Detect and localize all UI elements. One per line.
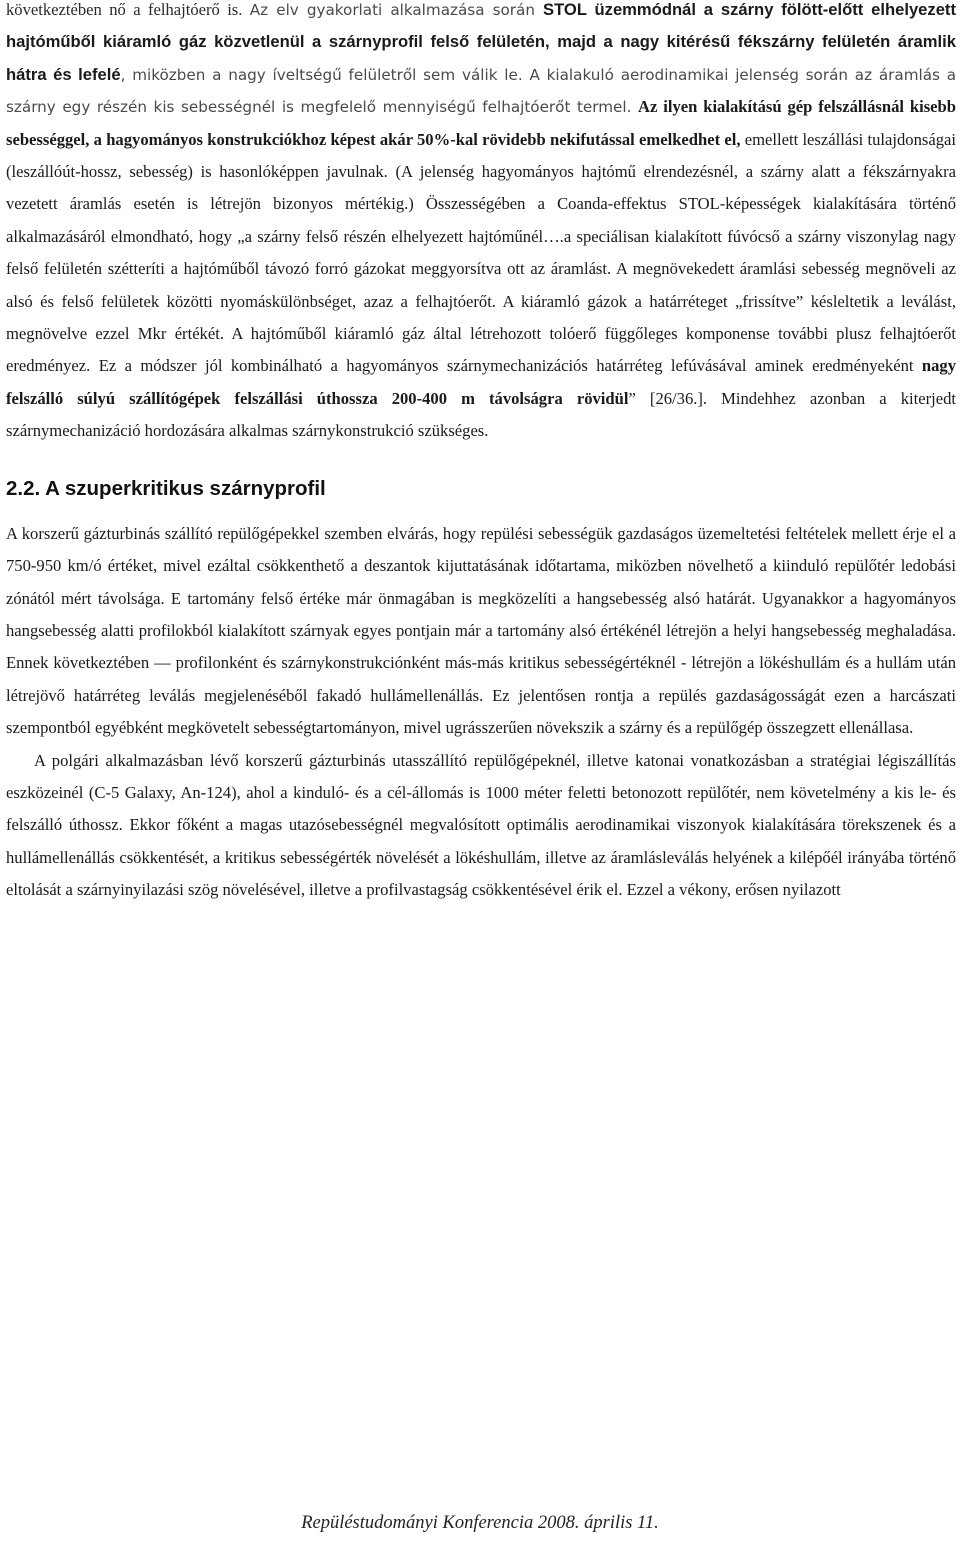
section-heading: 2.2. A szuperkritikus szárnyprofil [6, 476, 326, 500]
emphasis-run: nagy felszálló súlyú szállítógépek felszállási úthossza 200-400 m távolságra rövidül [6, 356, 956, 408]
document-page [6, 0, 956, 907]
body-paragraph: A polgári alkalmazásban lévő korszerű gázturbinás utasszállító repülőgépeknél, illetve katonai vonatkozásban a stratégiai légiszállítás eszközeinél (C-5 Galaxy, An-124), ahol a kinduló- és a cél-állomás is 1000 méter feletti betonozott repülőtér, nem követelmény a kis le- és felszálló úthossz. Ekkor főként a magas utazósebességnél megvalósított optimális aerodinamikai viszonyok kialakítására törekszenek és a hullámellenállás csökkentését, a kritikus sebességérték növelését a lökéshullám, illetve az áramlásleválás helyének a kilépőél irányába történő eltolását a szárnyinyilazási szög növelésével, illetve a profilvastagság csökkentésével érik el. Ezzel a vékony, erősen nyilazott [6, 750, 956, 900]
body-paragraph [6, 0, 956, 448]
text-run: , miközben a nagy íveltségű felületről sem válik le. A kialakuló aerodinamikai jelenség során az áramlás a szárny egy részén kis sebességnél is megfelelő mennyiségű felhajtóerőt termel. [6, 65, 957, 117]
text-run: ” [26/36.]. Mindehhez azonban a kiterjedt szárnymechanizáció hordozására alkalmas szárnykonstrukció szükséges. [6, 388, 956, 441]
text-run: következtében nő a felhajtóerő is. [6, 0, 250, 19]
emphasis-run: STOL üzemmódnál a szárny fölött-előtt elhelyezett hajtóműből kiáramló gáz közvetlenül a szárnyprofil felső felületén, majd a nagy kitérésű fékszárny felületén áramlik hátra és lefelé [6, 0, 956, 84]
text-run: (A jelenség hagyományos hajtómű elrendezésnél, a szárny alatt a fékszárnyakra vezetett áramlás esetén is létrejön bizonyos mértékig.) Összességében a Coanda-effektus STOL-képességek kialakítására történő alkalmazásáról elmondható, hogy „a szárny felső részén elhelyezett hajtóműnél….a speciálisan kialakított fúvócső a szárny viszonylag nagy felső felületén szétteríti a hajtóműből távozó forró gázokat meggyorsítva ott az áramlást. A megnövekedett áramlási sebesség megnöveli az alsó és felső felületek közötti nyomáskülönbséget, azaz a felhajtóerőt. A kiáramló gázok a határréteget „frissítve” késleltetik a leválást, megnövelve ezzel Mkr értékét. A hajtóműből kiáramló gáz által létrehozott tolóerő függőleges komponense további plusz felhajtóerőt eredményez. Ez a módszer jól kombinálható a hagyományos szárnymechanizációs határréteg lefúvásával aminek eredményeként [6, 162, 956, 376]
page-footer: Repüléstudományi Konferencia 2008. április 11. [301, 1513, 659, 1533]
text-run: Az elv gyakorlati alkalmazása során [249, 1, 544, 19]
body-paragraph: A korszerű gázturbinás szállító repülőgépekkel szemben elvárás, hogy repülési sebességük gazdaságos üzemeltetési feltételek mellett érje el a 750-950 km/ó értéket, mivel ezáltal csökkenthető a deszantok kijuttatásának időtartama, miközben növelhető a kiinduló repülőtér ledobási zónától mért távolsága. E tartomány felső értéke már önmagában is megközelíti a hangsebesség alsó határát. Ugyanakkor a hagyományos hangsebesség alatti profilokból kialakított szárnyak egyes pontjain már a tartomány alsó értékénél létrejön a helyi hangsebesség meghaladása. Ennek következtében — profilonként és szárnykonstrukciónként más-más kritikus sebességértéknél - létrejön a lökéshullám és a hullám után létrejövő határréteg leválás megjelenéséből fakadó hullámellenállás. Ez jelentősen rontja a repülés gazdaságosságát ezen a harcászati szempontból egyébként megkövetelt sebességtartományon, mivel ugrásszerűen növekszik a szárny és a repülőgép összegzett ellenállasa. [6, 523, 956, 738]
emphasis-run: Az ilyen kialakítású gép felszállásnál kisebb sebességgel, a hagyományos konstrukciókhoz képest akár 50%-kal rövidebb nekifutással emelkedhet el, [6, 97, 956, 149]
text-run: emellett leszállási tulajdonságai (leszállóút-hossz, sebesség) is hasonlóképpen javulnak. [6, 129, 956, 182]
